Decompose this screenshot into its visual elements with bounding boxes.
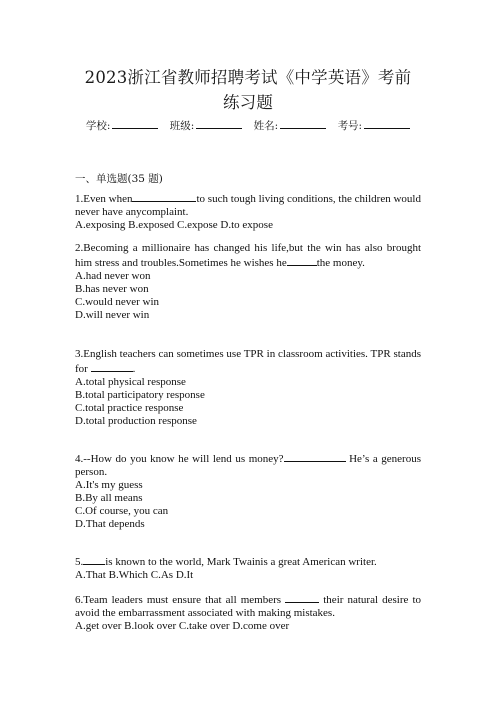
option-c: C.Of course, you can xyxy=(75,505,169,517)
school-label: 学校: xyxy=(85,120,111,132)
answer-blank xyxy=(284,451,346,462)
question-options: A.exposing B.exposed C.expose D.to expose xyxy=(75,219,273,231)
option-b: B.By all means xyxy=(75,492,143,504)
question-stem: 5. is known to the world, Mark Twainis a great American writer. xyxy=(75,556,377,568)
answer-blank xyxy=(285,592,319,603)
option-b: B.total participatory response xyxy=(75,389,205,401)
answer-blank xyxy=(287,255,317,266)
question-1 xyxy=(75,191,421,232)
name-blank xyxy=(280,119,326,129)
option-c: C.would never win xyxy=(75,296,160,308)
class-label: 班级: xyxy=(169,120,195,132)
section-heading: 一、单选题(35 题) xyxy=(75,173,163,185)
class-blank xyxy=(196,119,242,129)
question-stem: 1.Even when to such tough living conditions, the children would never have anycomplaint. xyxy=(75,193,421,218)
option-a: A.It's my guess xyxy=(75,479,143,491)
document-title-line-1: 2023浙江省教师招聘考试《中学英语》考前 xyxy=(84,68,412,87)
option-b: B.has never won xyxy=(75,283,149,295)
question-6 xyxy=(75,592,421,633)
answer-blank xyxy=(132,191,196,202)
name-label: 姓名: xyxy=(253,120,279,132)
question-options: A.That B.Which C.As D.It xyxy=(75,569,194,581)
number-blank xyxy=(364,119,410,129)
question-stem: 6.Team leaders must ensure that all members their natural desire to avoid the embarrassment associated with making mistakes. xyxy=(75,594,422,619)
option-d: D.will never win xyxy=(75,309,150,321)
answer-blank xyxy=(83,554,105,565)
school-blank xyxy=(112,119,158,129)
question-stem: 2.Becoming a millionaire has changed his life,but the win has also brought him stress and troubles.Sometimes he wishes he the money. xyxy=(75,242,421,269)
question-2 xyxy=(75,242,421,322)
student-info-row xyxy=(0,118,496,133)
question-stem: 3.English teachers can sometimes use TPR in classroom activities. TPR stands for . xyxy=(75,348,421,375)
question-stem: 4.--How do you know he will lend us money? He’s a generous person. xyxy=(75,453,421,478)
question-4 xyxy=(75,451,421,531)
question-options: A.get over B.look over C.take over D.come over xyxy=(75,620,290,632)
option-c: C.total practice response xyxy=(75,402,184,414)
option-d: D.total production response xyxy=(75,415,197,427)
option-d: D.That depends xyxy=(75,518,145,530)
document-title-line-2: 练习题 xyxy=(222,93,274,112)
option-a: A.had never won xyxy=(75,270,151,282)
answer-blank xyxy=(91,361,133,372)
question-3 xyxy=(75,348,421,428)
number-label: 考号: xyxy=(337,120,363,132)
question-5 xyxy=(75,554,421,582)
option-a: A.total physical response xyxy=(75,376,186,388)
